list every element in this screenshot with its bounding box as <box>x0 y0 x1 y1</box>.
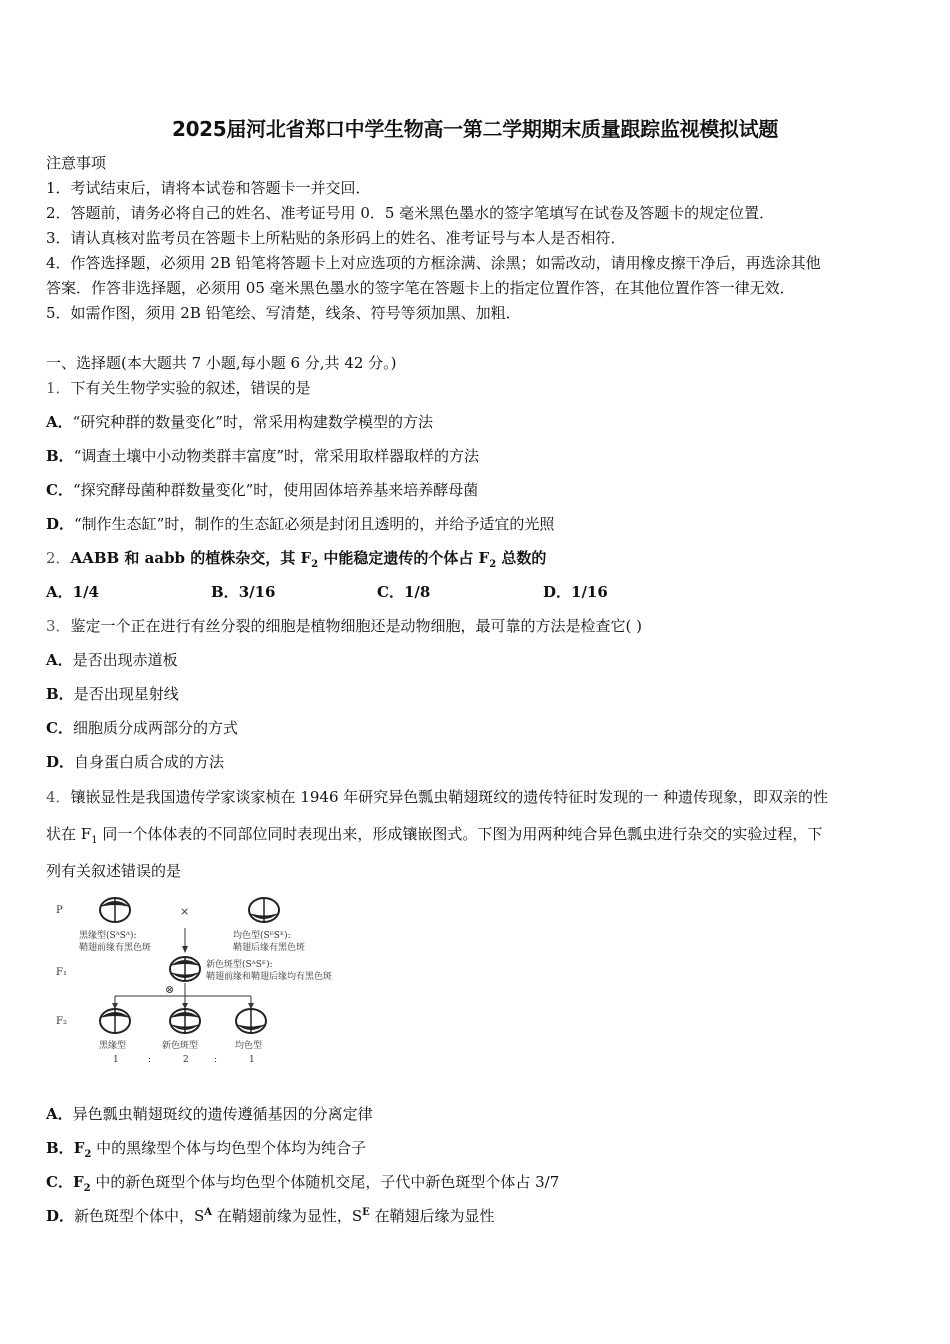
notice-heading: 注意事项 <box>46 154 107 172</box>
parent2-name: 均色型(SᴱSᴱ): <box>233 931 291 941</box>
ladybug-icon-mosaic <box>170 1009 200 1033</box>
q1-option-c[interactable]: C．“探究酵母菌种群数量变化”时，使用固体培养基来培养酵母菌 <box>46 481 479 499</box>
question-4-stem-line1: 4．镶嵌显性是我国遗传学家谈家桢在 1946 年研究异色瓢虫鞘翅斑纹的遗传特征时发现的一 种遗传现象，即双亲的性 <box>46 788 829 806</box>
page-title: 2025届河北省郑口中学生物高一第二学期期末质量跟踪监视模拟试题 <box>171 117 779 141</box>
f2-type-label: 新色斑型 <box>162 1041 199 1051</box>
p-label: P <box>56 905 63 916</box>
f2-type-label: 黑缘型 <box>99 1041 127 1051</box>
question-number: 1． <box>46 379 71 397</box>
notice-item: 5．如需作图，须用 2B 铅笔绘、写清楚，线条、符号等须加黑、加粗． <box>46 304 521 322</box>
f1-desc: 鞘翅前缘和鞘翅后缘均有黑色斑 <box>206 972 333 982</box>
question-4-stem-line2: 状在 $F_1$ 同一个体体表的不同部位同时表现出来，形成镶嵌图式。下图为用两种纯合异色瓢虫进行杂交的实验过程，下 <box>46 825 823 846</box>
q3-option-a[interactable]: A．是否出现赤道板 <box>46 651 178 669</box>
ladybug-icon-uniform <box>236 1009 266 1033</box>
ladybug-cross-figure <box>52 893 382 1065</box>
f1-name: 新色斑型(SᴬSᴱ): <box>206 960 273 970</box>
q2-option-b[interactable]: B．3/16 <box>211 583 276 601</box>
notice-item: 答案．作答非选择题，必须用 05 毫米黑色墨水的签字笔在答题卡上的指定位置作答，在其他位置作答一律无效． <box>46 279 795 297</box>
ratio-sep: : <box>148 1055 152 1065</box>
f2-label: F₂ <box>56 1016 67 1027</box>
q4-option-c[interactable]: C．$F_2$ 中的新色斑型个体与均色型个体随机交尾，子代中新色斑型个体占 3/7 <box>46 1173 560 1194</box>
question-4-stem-line3: 列有关叙述错误的是 <box>46 862 182 880</box>
notice-item: 3．请认真核对监考员在答题卡上所粘贴的条形码上的姓名、准考证号与本人是否相符． <box>46 229 626 247</box>
ladybug-icon-uniform <box>249 898 279 922</box>
q3-option-d[interactable]: D．自身蛋白质合成的方法 <box>46 753 225 771</box>
q1-option-a[interactable]: A．“研究种群的数量变化”时，常采用构建数学模型的方法 <box>46 413 433 431</box>
ladybug-icon-mosaic <box>170 957 200 981</box>
q1-option-d[interactable]: D．“制作生态缸”时，制作的生态缸必须是封闭且透明的，并给予适宜的光照 <box>46 515 555 533</box>
q2-option-d[interactable]: D．1/16 <box>543 583 608 601</box>
cross-symbol: × <box>180 905 190 918</box>
parent1-name: 黑缘型(SᴬSᴬ): <box>79 931 137 941</box>
q4-option-d[interactable]: D．新色斑型个体中，$S^A$ 在鞘翅前缘为显性，$S^E$ 在鞘翅后缘为显性 <box>46 1207 495 1225</box>
question-2-stem: 2．AABB 和 aabb 的植株杂交，其 $F_2$ 中能稳定遗传的个体占 $F_2$ 总数的 <box>46 549 547 570</box>
notice-item: 4．作答选择题，必须用 2B 铅笔将答题卡上对应选项的方框涂满、涂黑；如需改动，请用橡皮擦干净后，再选涂其他 <box>46 254 821 272</box>
question-1-stem <box>46 377 311 398</box>
notice-item: 2．答题前，请务必将自己的姓名、准考证号用 0．5 毫米黑色墨水的签字笔填写在试卷及答题卡的规定位置． <box>46 204 775 222</box>
question-text: 下有关生物学实验的叙述，错误的是 <box>70 379 311 397</box>
q3-option-b[interactable]: B．是否出现星射线 <box>46 685 179 703</box>
ratio-value: 1 <box>113 1055 119 1065</box>
question-3-stem: 3．鉴定一个正在进行有丝分裂的细胞是植物细胞还是动物细胞，最可靠的方法是检查它( ) <box>46 617 643 635</box>
ladybug-icon-black-edge <box>100 898 130 922</box>
q4-option-a[interactable]: A．异色瓢虫鞘翅斑纹的遗传遵循基因的分离定律 <box>46 1105 373 1123</box>
notice-item: 1．考试结束后，请将本试卷和答题卡一并交回． <box>46 179 371 197</box>
q1-option-b[interactable]: B．“调查土壤中小动物类群丰富度”时，常采用取样器取样的方法 <box>46 447 480 465</box>
f2-type-label: 均色型 <box>235 1041 263 1051</box>
section-heading: 一、选择题(本大题共 7 小题,每小题 6 分,共 42 分。) <box>46 354 397 372</box>
parent1-desc: 鞘翅前缘有黑色斑 <box>79 943 152 953</box>
q2-option-c[interactable]: C．1/8 <box>377 583 431 601</box>
q4-option-b[interactable]: B．$F_2$ 中的黑缘型个体与均色型个体均为纯合子 <box>46 1139 367 1160</box>
parent2-desc: 鞘翅后缘有黑色斑 <box>233 943 306 953</box>
q3-option-c[interactable]: C．细胞质分成两部分的方式 <box>46 719 238 737</box>
ratio-value: 2 <box>183 1055 189 1065</box>
q2-option-a[interactable]: A．1/4 <box>46 583 99 601</box>
f1-label: F₁ <box>56 967 67 978</box>
selfing-symbol: ⊗ <box>165 983 175 996</box>
ratio-value: 1 <box>249 1055 255 1065</box>
ratio-sep: : <box>214 1055 218 1065</box>
ladybug-icon-black-edge <box>100 1009 130 1033</box>
